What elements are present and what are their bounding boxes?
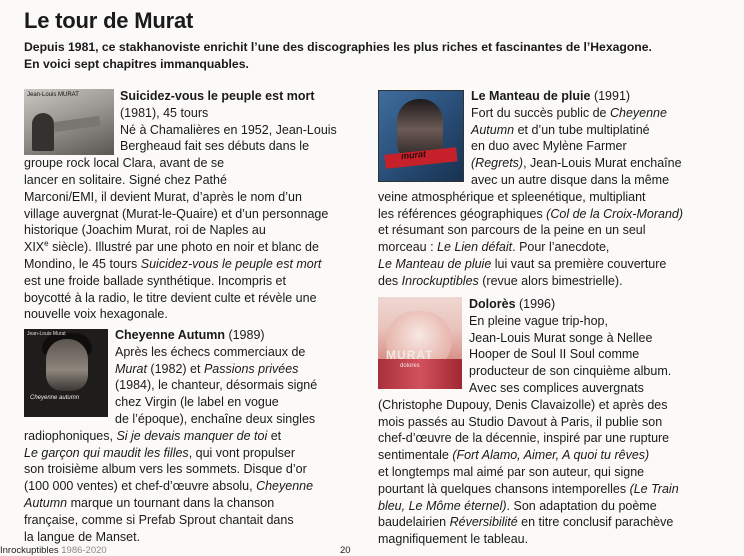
text-run: . Son adaptation du poème	[506, 498, 657, 513]
text-run: Après les échecs commerciaux de	[115, 344, 306, 359]
text-run: nouvelle voix hexagonale.	[24, 307, 168, 322]
text-line	[24, 155, 359, 172]
text-run: (Fort Alamo, Aimer, A quoi tu rêves)	[452, 448, 650, 463]
text-line	[24, 172, 359, 189]
text-run: (1981), 45 tours	[120, 105, 209, 120]
text-line	[24, 461, 359, 478]
text-run: et résumant son parcours de la peine en un seul	[378, 223, 646, 238]
text-run: Le garçon qui maudit les filles	[24, 445, 189, 460]
text-run: (revue alors bimestrielle).	[478, 273, 623, 288]
album-cover-le-manteau-de-pluie	[378, 90, 464, 182]
text-run: Autumn	[24, 495, 68, 510]
text-run: , Jean-Louis Murat enchaîne	[523, 156, 682, 171]
text-line	[24, 189, 359, 206]
text-run: e	[44, 239, 49, 249]
text-line	[378, 397, 723, 414]
text-line	[24, 495, 359, 512]
text-line	[24, 445, 359, 462]
text-run: lui vaut sa première couverture	[491, 256, 667, 271]
text-run: pourtant là quelques chansons intemporelles	[378, 481, 630, 496]
text-run: (1996)	[515, 297, 556, 311]
text-run: (1989)	[224, 328, 265, 342]
album-cover-suicidez-vous	[24, 89, 114, 155]
text-line	[378, 222, 723, 239]
text-line	[378, 447, 723, 464]
text-run: Passions privées	[203, 361, 299, 376]
text-run: Suicidez-vous le peuple est mort	[140, 256, 322, 271]
text-run: Suicidez-vous le peuple est mort	[120, 89, 315, 103]
text-line	[24, 222, 359, 239]
text-line	[24, 306, 359, 323]
text-run: bleu, Le Môme éternel)	[378, 498, 507, 513]
text-run: des	[378, 273, 402, 288]
album-section-dolores	[378, 296, 723, 548]
album-section-le-manteau-de-pluie	[378, 88, 723, 290]
text-run: , qui vont propulser	[188, 445, 295, 460]
text-run: Hooper de Soul II Soul comme	[469, 347, 640, 362]
text-run: chef-d’œuvre de la décennie, inspiré par une rupture	[378, 431, 670, 446]
text-run: lancer en solitaire. Signé chez Pathé	[24, 172, 227, 187]
text-run: Murat	[115, 361, 147, 376]
text-run: en titre conclusif parachève	[517, 515, 674, 530]
album-section-suicidez-vous	[24, 88, 359, 323]
text-run: groupe rock local Clara, avant de se	[24, 156, 225, 171]
text-run: (100 000 ventes) et chef-d’œuvre absolu,	[24, 479, 257, 494]
text-run: Cheyenne	[609, 105, 667, 120]
cover-caption: dolores	[400, 363, 420, 369]
footer-magazine: Inrockuptibles	[0, 545, 59, 556]
text-run: Avec ses complices auvergnats	[469, 380, 644, 395]
text-line	[378, 206, 723, 223]
text-line	[24, 290, 359, 307]
intro-text	[24, 39, 724, 73]
text-run: baudelairien	[378, 515, 450, 530]
text-run: marque un tournant dans la chanson	[67, 495, 275, 510]
text-run: (1982) et	[146, 361, 204, 376]
text-run: Réversibilité	[449, 515, 518, 530]
album-cover-cheyenne-autumn	[24, 329, 108, 417]
text-run: morceau :	[378, 240, 438, 255]
text-run: Jean-Louis Murat songe à Nellee	[469, 330, 653, 345]
text-run: Cheyenne Autumn	[115, 328, 225, 342]
text-line	[24, 512, 359, 529]
cover-figure-shape	[32, 113, 54, 151]
text-run: Fort du succès public de	[471, 105, 610, 120]
text-run: Le Lien défait	[437, 240, 513, 255]
intro-line: Depuis 1981, ce stakhanoviste enrichit l’une des discographies les plus riches et fascinantes de l’Hexagone.	[24, 40, 652, 54]
text-line	[24, 428, 359, 445]
text-run: la langue de Manset.	[24, 529, 141, 544]
cover-figure-shape	[54, 116, 101, 132]
text-run: et longtemps mal aimé par son auteur, qui signe	[378, 464, 645, 479]
text-run: Marconi/EMI, il devient Murat, d’après le nom d’un	[24, 189, 302, 204]
text-run: (1991)	[590, 89, 631, 103]
text-run: historique (Joachim Murat, roi de Naples au	[24, 223, 266, 238]
text-line	[378, 464, 723, 481]
footer-years: 1986-2020	[58, 545, 107, 556]
text-run: (Col de la Croix-Morand)	[546, 206, 684, 221]
text-run: Inrockuptibles	[401, 273, 479, 288]
text-run: est une froide ballade synthétique. Incompris et	[24, 273, 286, 288]
text-run: française, comme si Prefab Sprout chantait dans	[24, 512, 294, 527]
text-run: magnifiquement le tableau.	[378, 532, 529, 547]
text-run: veine atmosphérique et spleenétique, multipliant	[378, 189, 646, 204]
text-run: village auvergnat (Murat-le-Quaire) et d’un personnage	[24, 206, 329, 221]
text-run: Dolorès	[469, 297, 516, 311]
text-line	[24, 206, 359, 223]
cover-caption: Cheyenne autumn	[30, 395, 80, 401]
text-run: siècle). Illustré par une photo en noir et blanc de	[48, 240, 319, 255]
album-cover-dolores	[378, 297, 462, 389]
text-line	[24, 478, 359, 495]
text-run: Mondino, le 45 tours	[24, 256, 141, 271]
text-run: en duo avec Mylène Farmer	[471, 139, 627, 154]
text-run: et	[267, 428, 282, 443]
text-line	[378, 273, 723, 290]
text-run: (Christophe Dupouy, Denis Clavaizolle) et après des	[378, 397, 668, 412]
text-run: radiophoniques,	[24, 428, 117, 443]
cover-caption: murat	[400, 148, 427, 162]
text-line	[378, 498, 723, 515]
text-run: Le Manteau de pluie	[378, 256, 492, 271]
page-footer	[0, 545, 351, 556]
text-line	[24, 256, 359, 273]
text-line	[378, 514, 723, 531]
text-run: (Le Train	[629, 481, 679, 496]
text-run: de l’époque), enchaîne deux singles	[115, 411, 316, 426]
album-section-cheyenne-autumn	[24, 327, 359, 545]
text-line	[378, 414, 723, 431]
text-run: (1984), le chanteur, désormais signé	[115, 378, 318, 393]
text-run: . Pour l’anecdote,	[512, 240, 610, 255]
text-run: (Regrets)	[471, 156, 524, 171]
text-run: mois passés au Studio Davout à Paris, il publie son	[378, 414, 663, 429]
page-title: Le tour de Murat	[24, 8, 194, 33]
text-run: Cheyenne	[256, 479, 314, 494]
text-line	[24, 529, 359, 546]
text-line	[378, 531, 723, 548]
text-run: son troisième album vers les sommets. Disque d’or	[24, 462, 307, 477]
text-run: Bergheaud fait ses débuts dans le	[120, 139, 310, 154]
text-run: avec un autre disque dans la même	[471, 172, 670, 187]
cover-figure-shape	[378, 359, 462, 389]
text-run: Né à Chamalières en 1952, Jean-Louis	[120, 122, 337, 137]
text-line	[378, 189, 723, 206]
text-line	[378, 239, 723, 256]
text-run: Le Manteau de pluie	[471, 89, 591, 103]
text-line	[378, 481, 723, 498]
text-run: Autumn	[471, 122, 515, 137]
text-run: et d’un tube multiplatiné	[514, 122, 650, 137]
text-run: les références géographiques	[378, 206, 547, 221]
text-run: XIX	[24, 240, 45, 255]
intro-line: En voici sept chapitres immanquables.	[24, 57, 249, 71]
cover-caption: MURAT	[386, 348, 434, 362]
cover-caption: Jean-Louis MURAT	[27, 92, 79, 98]
text-run: Si je devais manquer de toi	[116, 428, 268, 443]
text-line	[378, 430, 723, 447]
text-run: boycotté à la radio, le titre devient culte et révèle une	[24, 290, 317, 305]
text-run: En pleine vague trip-hop,	[469, 313, 608, 328]
cover-figure-shape	[46, 339, 88, 391]
cover-caption: Jean-Louis Murat	[27, 331, 66, 337]
text-run: sentimentale	[378, 448, 453, 463]
footer-page-number: 20	[340, 545, 351, 556]
text-line	[24, 239, 359, 256]
text-run: chez Virgin (le label en vogue	[115, 395, 279, 410]
text-run: producteur de son cinquième album.	[469, 364, 672, 379]
text-line	[24, 273, 359, 290]
text-line	[378, 256, 723, 273]
